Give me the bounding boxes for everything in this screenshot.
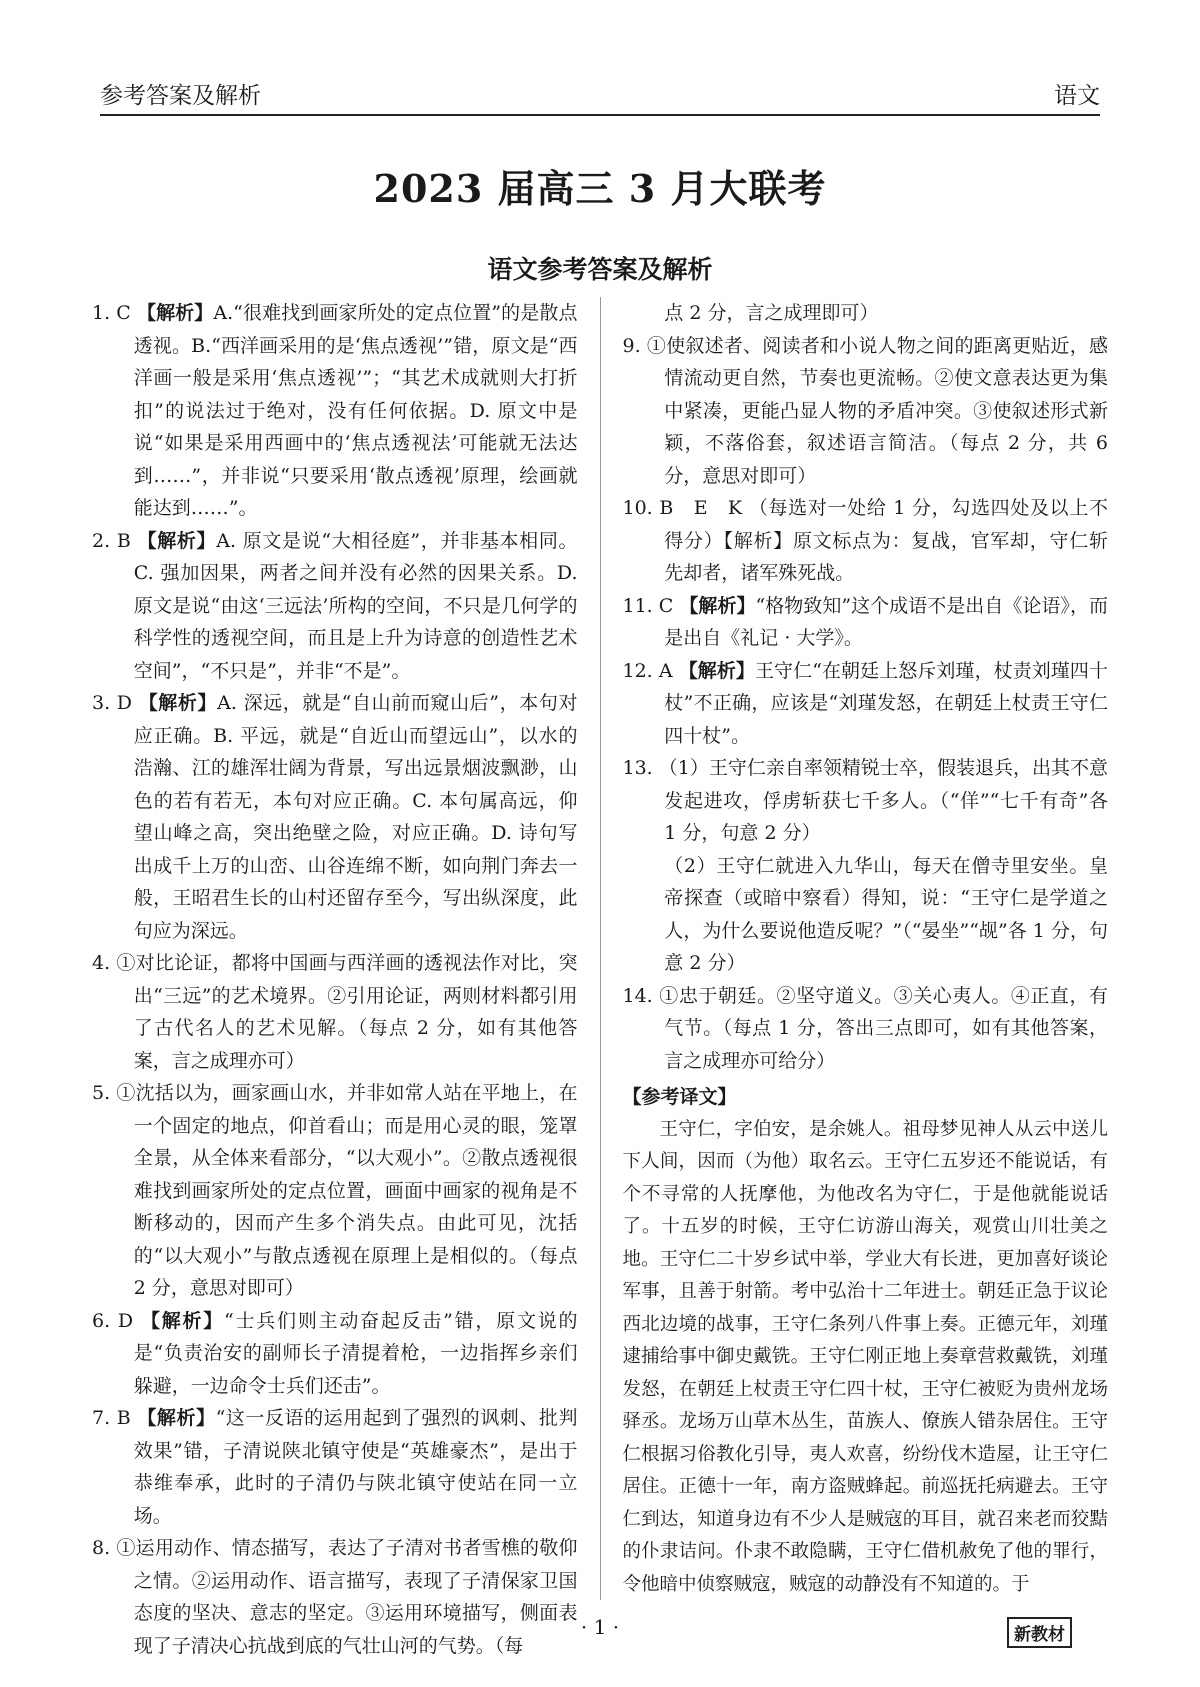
answer-text: “士兵们则主动奋起反击”错，原文说的是“负责治安的副师长子清提着枪，一边指挥乡亲们躲避，一边命令士兵们还击”。 xyxy=(133,1309,578,1397)
analysis-tag: 【解析】 xyxy=(679,594,756,617)
answer-number: 3. D xyxy=(92,692,133,714)
answer-item xyxy=(623,980,1109,1078)
answer-text: 王守仁“在朝廷上怒斥刘瑾，杖责刘瑾四十杖”不正确，应该是“刘瑾发怒，在朝廷上杖责王守仁四十杖”。 xyxy=(664,659,1108,747)
page-number: · 1 · xyxy=(580,1615,620,1639)
answer-item xyxy=(92,1402,578,1532)
page-header xyxy=(100,72,1100,116)
answer-number: 14. xyxy=(622,984,653,1007)
answer-number: 11. C xyxy=(622,594,674,617)
analysis-tag: 【解析】 xyxy=(136,302,214,324)
answer-number: 9. xyxy=(622,334,641,357)
analysis-tag: 【解析】 xyxy=(137,529,217,552)
translation-text: 王守仁，字伯安，是余姚人。祖母梦见神人从云中送儿下人间，因而（为他）取名云。王守仁五岁还不能说话，有个不寻常的人抚摩他，为他改名为守仁，于是他就能说话了。十五岁的时候，王守仁访游山海关，观赏山川壮美之地。王守仁二十岁乡试中举，学业大有长进，更加喜好谈论军事，且善于射箭。考中弘治十二年进士。朝廷正急于议论西北边境的战事，王守仁条列八件事上奏。正德元年，刘瑾逮捕给事中御史戴铣。王守仁刚正地上奏章营救戴铣，刘瑾发怒，在朝廷上杖责王守仁四十杖，王守仁被贬为贵州龙场驿丞。龙场万山草木丛生，苗族人、僚族人错杂居住。王守仁根据习俗教化引导，夷人欢喜，纷纷伐木造屋，让王守仁居住。正德十一年，南方盗贼蜂起。前巡抚托病避去。王守仁到达，知道身边有不少人是贼寇的耳目，就召来老而狡黠的仆隶诘问。仆隶不敢隐瞒，王守仁借机赦免了他的罪行，令他暗中侦察贼寇，贼寇的动静没有不知道的。于 xyxy=(622,1118,1108,1595)
answer-item xyxy=(623,590,1109,655)
answer-item xyxy=(92,947,578,1077)
translation-heading: 【参考译文】 xyxy=(622,1086,737,1108)
answer-text: A.“很难找到画家所处的定点位置”的是散点透视。B.“西洋画采用的是‘焦点透视’”错，原文是“西洋画一般是采用‘焦点透视’”；“其艺术成就则大打折扣”的说法过于绝对，没有任何依据。D. 原文中是说“如果是采用西画中的‘焦点透视法’可能就无法达到……”，并非说“只要采用‘散点透视’原理，绘画就能达到……”。 xyxy=(133,302,578,519)
analysis-tag: 【解析】 xyxy=(137,1407,216,1429)
analysis-tag: 【解析】 xyxy=(678,659,755,682)
answer-number: 1. C xyxy=(92,302,131,324)
answer-text: ①运用动作、情态描写，表达了子清对书者雪樵的敬仰之情。②运用动作、语言描写，表现了子清保家卫国态度的坚决、意志的坚定。③运用环境描写，侧面表现了子清决心抗战到底的气壮山河的气势。（每 xyxy=(116,1537,578,1657)
answer-item xyxy=(623,330,1109,493)
answer-item xyxy=(623,655,1109,753)
answer-text: ①对比论证，都将中国画与西洋画的透视法作对比，突出“三远”的艺术境界。②引用论证，两则材料都引用了古代名人的艺术见解。（每点 2 分，如有其他答案，言之成理亦可） xyxy=(116,952,578,1072)
analysis-tag: 【解析】 xyxy=(138,692,218,714)
answer-number: 5. xyxy=(92,1082,111,1104)
answer-text: ①沈括以为，画家画山水，并非如常人站在平地上，在一个固定的地点，仰首看山；而是用心灵的眼，笼罩全景，从全体来看部分，“以大观小”。②散点透视很难找到画家所处的定点位置，画面中画家的视角是不断移动的，因而产生多个消失点。由此可见，沈括的“以大观小”与散点透视在原理上是相似的。（每点 2 分，意思对即可） xyxy=(116,1082,578,1299)
answer-text: A. 深远，就是“自山前而窥山后”，本句对应正确。B. 平远，就是“自近山而望远山”，以水的浩瀚、江的雄浑壮阔为背景，写出远景烟波飘渺，山色的若有若无，本句对应正确。C. 本句属高远，仰望山峰之高，突出绝壁之险，对应正确。D. 诗句写出成千上万的山峦、山谷连绵不断，如向荆门奔去一般，王昭君生长的山村还留存至今，写出纵深度，此句应为深远。 xyxy=(133,692,578,942)
header-left-label: 参考答案及解析 xyxy=(100,83,261,109)
header-subject-label: 语文 xyxy=(1054,83,1100,109)
answer-item xyxy=(92,525,578,688)
answer-number: 6. D xyxy=(92,1309,134,1332)
answer-item xyxy=(92,1077,578,1305)
answer-key-title: 语文参考答案及解析 xyxy=(487,255,713,284)
analysis-tag: 【解析】 xyxy=(140,1309,225,1332)
answer-number: 2. B xyxy=(92,529,131,552)
item-13-part-2: （2）王守仁就进入九华山，每天在僧寺里安坐。皇帝探查（或暗中察看）得知，说：“王守仁是学道之人，为什么要说他造反呢？”（“晏坐”“觇”各 1 分，句意 2 分） xyxy=(664,854,1108,974)
answer-number: 13. xyxy=(622,757,653,779)
answer-item xyxy=(92,1532,578,1662)
new-textbook-badge: 新教材 xyxy=(1007,1617,1072,1648)
item-8-continuation: 点 2 分，言之成理即可） xyxy=(664,302,879,324)
answer-text: ①使叙述者、阅读者和小说人物之间的距离更贴近，感情流动更自然，节奏也更流畅。②使文意表达更为集中紧凑，更能凸显人物的矛盾冲突。③使叙述形式新颖，不落俗套，叙述语言简洁。（每点 2 分，共 6 分，意思对即可） xyxy=(646,334,1108,487)
answer-text: ①忠于朝廷。②坚守道义。③关心夷人。④正直，有气节。（每点 1 分，答出三点即可，如有其他答案，言之成理亦可给分） xyxy=(659,984,1108,1072)
answer-number: 8. xyxy=(92,1537,111,1559)
answer-item xyxy=(623,752,1109,850)
answer-item xyxy=(92,297,578,525)
answer-number: 12. A xyxy=(622,659,673,682)
answer-text: （每选对一处给 1 分，勾选四处及以上不得分）【解析】原文标点为：复战，官军却，守仁斩先却者，诸军殊死战。 xyxy=(664,497,1109,584)
exam-title: 2023 届高三 3 月大联考 xyxy=(373,166,827,211)
answer-number: 7. B xyxy=(92,1407,131,1429)
column-divider xyxy=(600,297,601,1600)
answer-number: 10. B E K xyxy=(622,497,743,519)
answer-item xyxy=(92,1305,578,1403)
answer-text: “格物致知”这个成语不是出自《论语》，而是出自《礼记 · 大学》。 xyxy=(664,594,1108,649)
right-column xyxy=(623,297,1109,1600)
answer-text: （1）王守仁亲自率领精锐士卒，假装退兵，出其不意发起进攻，俘虏斩获七千多人。（“佯”“七千有奇”各 1 分，句意 2 分） xyxy=(658,757,1108,844)
left-column xyxy=(92,297,578,1657)
answer-number: 4. xyxy=(92,952,111,974)
answer-text: A. 原文是说“大相径庭”，并非基本相同。C. 强加因果，两者之间并没有必然的因果关系。D. 原文是说“由这‘三远法’所构的空间，不只是几何学的科学性的透视空间，而且是上升为诗意的创造性艺术空间”，“不只是”，并非“不是”。 xyxy=(133,529,578,682)
answer-text: “这一反语的运用起到了强烈的讽刺、批判效果”错，子清说陕北镇守使是“英雄豪杰”，是出于恭维奉承，此时的子清仍与陕北镇守使站在同一立场。 xyxy=(133,1407,578,1527)
answer-item xyxy=(623,492,1109,590)
answer-item xyxy=(92,687,578,947)
